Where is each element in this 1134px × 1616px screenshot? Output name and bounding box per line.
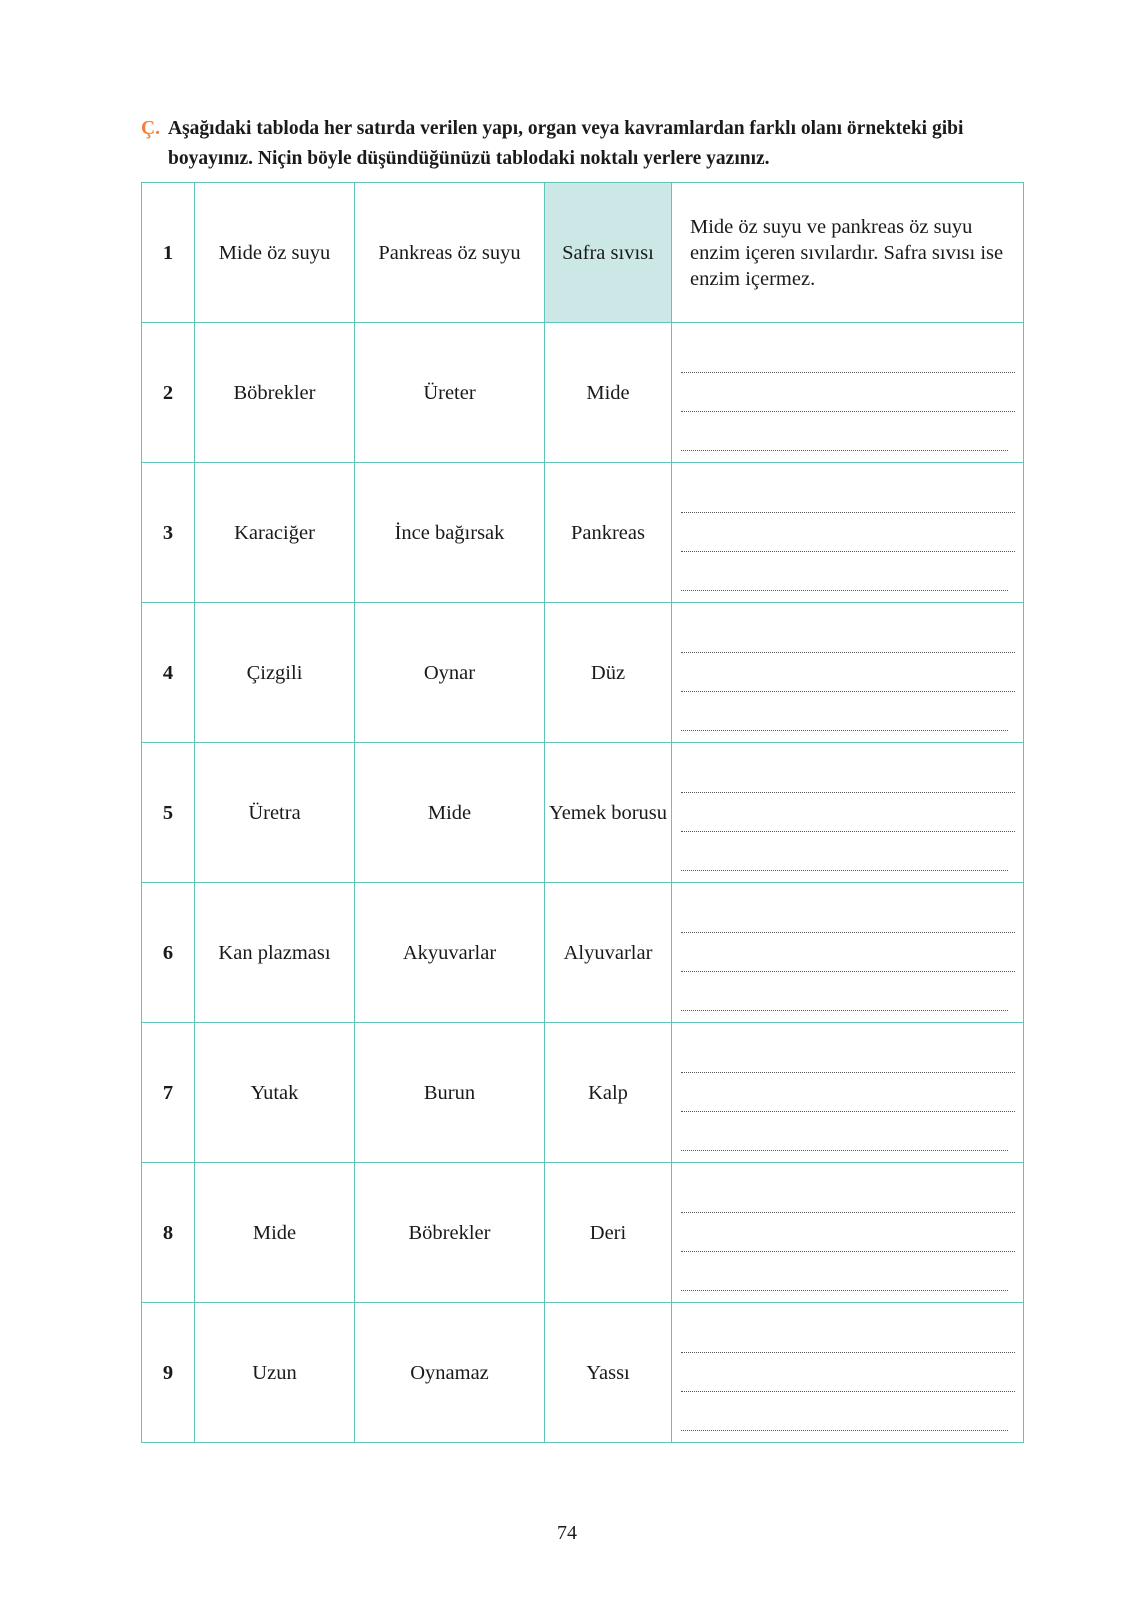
dotted-writing-line[interactable] xyxy=(681,1314,1015,1353)
dotted-writing-line[interactable] xyxy=(681,412,1008,451)
item-cell[interactable]: İnce bağırsak xyxy=(355,463,545,603)
item-cell[interactable]: Düz xyxy=(545,603,672,743)
dotted-writing-line[interactable] xyxy=(681,754,1015,793)
answer-field[interactable] xyxy=(672,883,1024,1023)
item-cell[interactable]: Oynamaz xyxy=(355,1303,545,1443)
table-row xyxy=(142,1163,1024,1303)
item-cell[interactable]: Mide xyxy=(545,323,672,463)
row-number: 3 xyxy=(142,463,195,603)
row-number: 5 xyxy=(142,743,195,883)
item-cell[interactable]: Karaciğer xyxy=(195,463,355,603)
answer-field[interactable] xyxy=(672,1023,1024,1163)
dotted-writing-line[interactable] xyxy=(681,1353,1015,1392)
table-row xyxy=(142,883,1024,1023)
table-row xyxy=(142,183,1024,323)
item-cell[interactable]: Böbrekler xyxy=(195,323,355,463)
item-cell[interactable]: Burun xyxy=(355,1023,545,1163)
dotted-writing-line[interactable] xyxy=(681,692,1008,731)
dotted-writing-line[interactable] xyxy=(681,373,1015,412)
dotted-writing-line[interactable] xyxy=(681,513,1015,552)
dotted-writing-line[interactable] xyxy=(681,1174,1015,1213)
instruction-text: Aşağıdaki tabloda her satırda verilen yapı, organ veya kavramlardan farklı olanı örnekteki gibi boyayınız. Niçin böyle düşündüğünüzü tablodaki noktalı yerlere yazınız. xyxy=(168,118,964,169)
answer-field[interactable] xyxy=(672,463,1024,603)
item-cell[interactable]: Kalp xyxy=(545,1023,672,1163)
table-row xyxy=(142,323,1024,463)
item-cell[interactable]: Pankreas öz suyu xyxy=(355,183,545,323)
item-cell[interactable]: Alyuvarlar xyxy=(545,883,672,1023)
dotted-writing-line[interactable] xyxy=(681,1073,1015,1112)
item-cell[interactable]: Pankreas xyxy=(545,463,672,603)
item-cell[interactable]: Yemek borusu xyxy=(545,743,672,883)
item-cell[interactable]: Oynar xyxy=(355,603,545,743)
row-number: 1 xyxy=(142,183,195,323)
answer-field[interactable] xyxy=(672,1163,1024,1303)
dotted-writing-line[interactable] xyxy=(681,832,1008,871)
answer-field[interactable] xyxy=(672,1303,1024,1443)
table-row xyxy=(142,463,1024,603)
dotted-writing-line[interactable] xyxy=(681,1112,1008,1151)
instruction xyxy=(141,114,1021,174)
dotted-writing-line[interactable] xyxy=(681,334,1015,373)
answer-field[interactable] xyxy=(672,323,1024,463)
item-cell[interactable]: Akyuvarlar xyxy=(355,883,545,1023)
dotted-writing-line[interactable] xyxy=(681,474,1015,513)
item-cell[interactable]: Böbrekler xyxy=(355,1163,545,1303)
dotted-writing-line[interactable] xyxy=(681,653,1015,692)
table-row xyxy=(142,743,1024,883)
page-number: 74 xyxy=(557,1522,577,1544)
item-cell[interactable]: Yassı xyxy=(545,1303,672,1443)
dotted-writing-line[interactable] xyxy=(681,972,1008,1011)
odd-one-out-table xyxy=(141,182,1024,1443)
dotted-writing-line[interactable] xyxy=(681,1392,1008,1431)
item-cell[interactable]: Uzun xyxy=(195,1303,355,1443)
dotted-writing-line[interactable] xyxy=(681,793,1015,832)
answer-field[interactable] xyxy=(672,603,1024,743)
table-body xyxy=(142,183,1024,1443)
table-row xyxy=(142,1303,1024,1443)
dotted-writing-line[interactable] xyxy=(681,552,1008,591)
question-marker: Ç. xyxy=(141,118,160,139)
dotted-writing-line[interactable] xyxy=(681,894,1015,933)
dotted-writing-line[interactable] xyxy=(681,933,1015,972)
item-cell[interactable]: Mide xyxy=(355,743,545,883)
dotted-writing-line[interactable] xyxy=(681,1213,1015,1252)
item-cell[interactable]: Mide xyxy=(195,1163,355,1303)
dotted-writing-line[interactable] xyxy=(681,1034,1015,1073)
item-cell-highlighted[interactable]: Safra sıvısı xyxy=(545,183,672,323)
item-cell[interactable]: Çizgili xyxy=(195,603,355,743)
row-number: 4 xyxy=(142,603,195,743)
dotted-writing-line[interactable] xyxy=(681,1252,1008,1291)
dotted-writing-line[interactable] xyxy=(681,614,1015,653)
table-row xyxy=(142,1023,1024,1163)
row-number: 2 xyxy=(142,323,195,463)
item-cell[interactable]: Kan plazması xyxy=(195,883,355,1023)
item-cell[interactable]: Yutak xyxy=(195,1023,355,1163)
row-number: 7 xyxy=(142,1023,195,1163)
item-cell[interactable]: Deri xyxy=(545,1163,672,1303)
answer-field[interactable] xyxy=(672,743,1024,883)
item-cell[interactable]: Üretra xyxy=(195,743,355,883)
row-number: 6 xyxy=(142,883,195,1023)
table-row xyxy=(142,603,1024,743)
row-number: 9 xyxy=(142,1303,195,1443)
row-number: 8 xyxy=(142,1163,195,1303)
item-cell[interactable]: Mide öz suyu xyxy=(195,183,355,323)
item-cell[interactable]: Üreter xyxy=(355,323,545,463)
example-answer: Mide öz suyu ve pankreas öz suyu enzim içeren sıvılardır. Safra sıvısı ise enzim içermez. xyxy=(672,183,1024,323)
